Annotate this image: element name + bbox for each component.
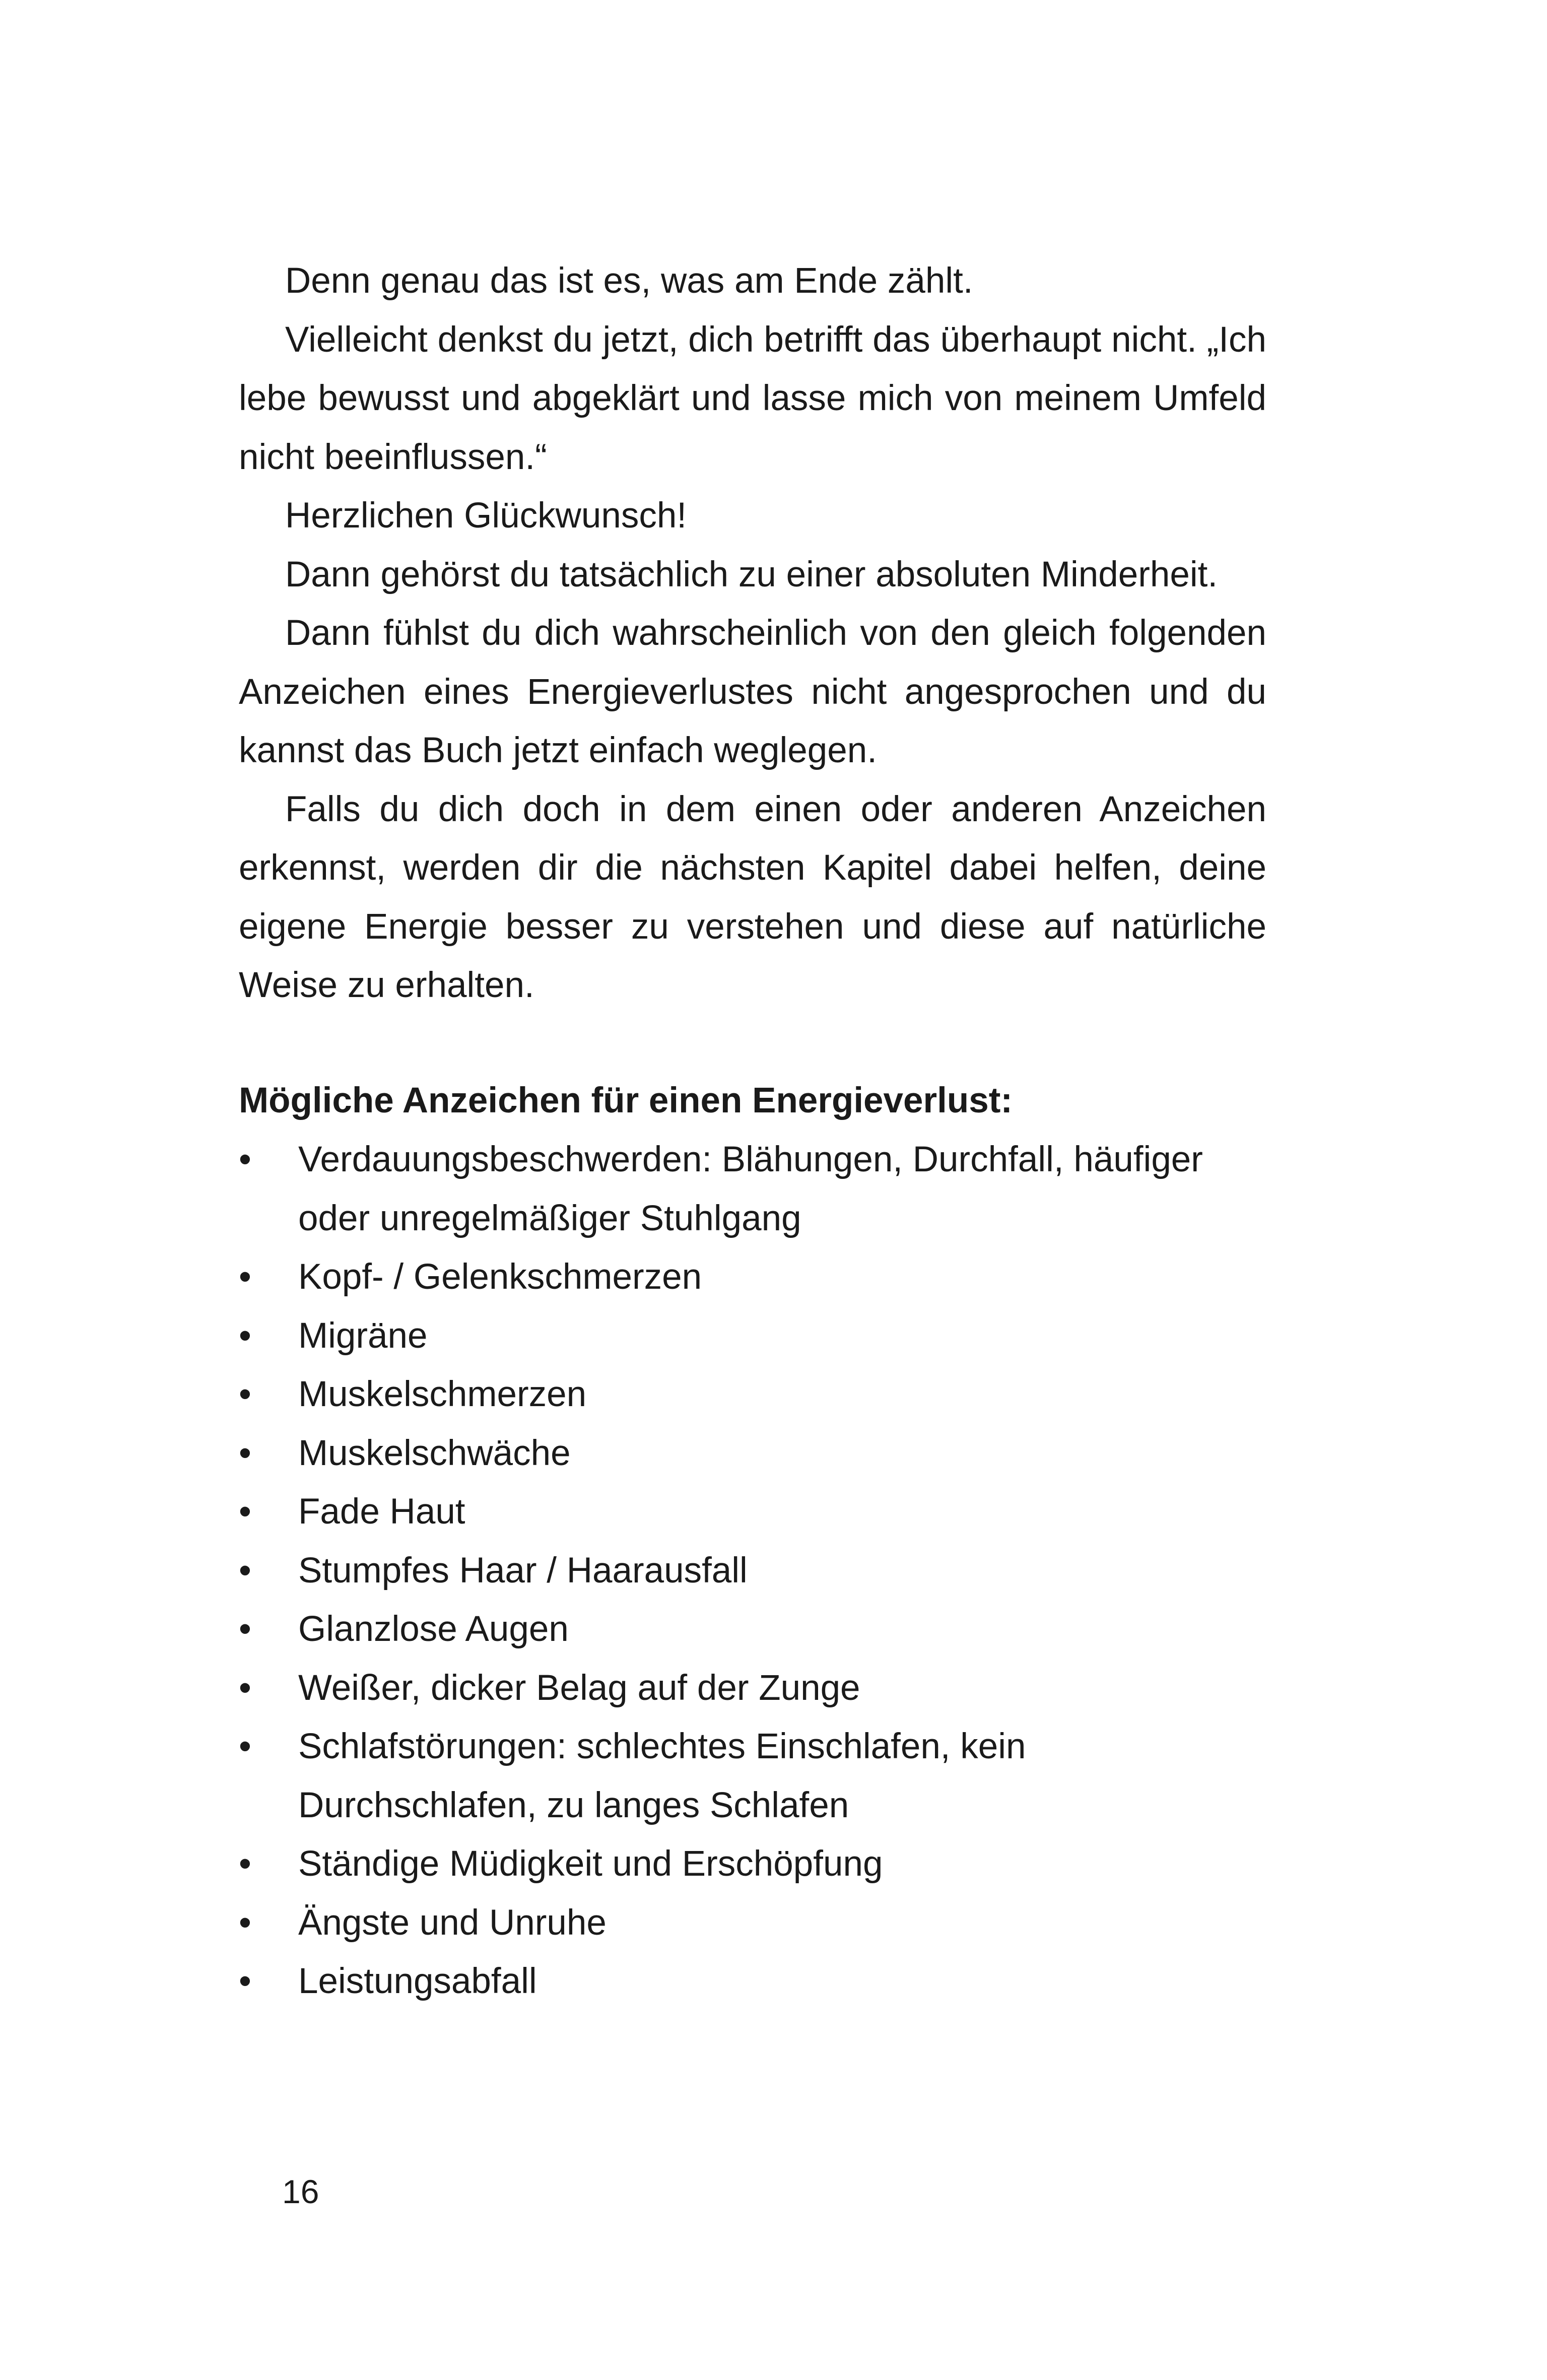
paragraph-1: Denn genau das ist es, was am Ende zählt. xyxy=(285,261,973,301)
bullet-icon: • xyxy=(239,1902,251,1943)
list-item xyxy=(239,1835,1266,1894)
list-item xyxy=(239,1365,1266,1424)
bullet-icon: • xyxy=(239,1433,251,1473)
paragraph-6: Falls du dich doch in dem einen oder anderen Anzeichen erkennst, werden dir die nächsten Kapitel dabei helfen, deine eigene Energie besser zu verstehen und diese auf natürliche Weise zu erhalten. xyxy=(239,789,1266,1005)
list-item-text: Ständige Müdigkeit und Erschöpfung xyxy=(298,1844,883,1884)
list-item-text: Fade Haut xyxy=(298,1492,465,1532)
list-item-text: Muskelschwäche xyxy=(298,1433,571,1473)
bullet-icon: • xyxy=(239,1609,251,1649)
list-heading: Mögliche Anzeichen für einen Energieverlust: xyxy=(239,1081,1013,1120)
page-number: 16 xyxy=(282,2173,319,2210)
bullet-icon: • xyxy=(239,1374,251,1414)
bullet-icon: • xyxy=(239,1668,251,1708)
list-item xyxy=(239,1717,1266,1835)
list-item xyxy=(239,1600,1266,1659)
list-item-text: Muskelschmerzen xyxy=(298,1374,587,1414)
list-item xyxy=(239,1424,1266,1483)
list-item xyxy=(239,1894,1266,1953)
list-item-text: Leistungsabfall xyxy=(298,1961,537,2001)
list-item xyxy=(239,1542,1266,1601)
bullet-icon: • xyxy=(239,1315,251,1356)
bullet-icon: • xyxy=(239,1844,251,1884)
list-item xyxy=(239,1131,1266,1248)
list-item xyxy=(239,1952,1266,2011)
list-item xyxy=(239,1659,1266,1718)
paragraph-5: Dann fühlst du dich wahrscheinlich von den gleich folgenden Anzeichen eines Energieverlustes nicht angesprochen und du kannst das Buch jetzt einfach weglegen. xyxy=(239,613,1266,770)
bullet-icon: • xyxy=(239,1140,251,1179)
list-item-text: Schlafstörungen: schlechtes Einschlafen, kein Durchschlafen, zu langes Schlafen xyxy=(298,1727,1026,1825)
list-item-text: Migräne xyxy=(298,1315,428,1356)
bullet-icon: • xyxy=(239,1961,251,2001)
list-item-text: Kopf- / Gelenkschmerzen xyxy=(298,1257,702,1297)
list-item-text: Verdauungsbeschwerden: Blähungen, Durchfall, häufiger oder unregelmäßiger Stuhlgang xyxy=(298,1140,1203,1238)
paragraph-3: Herzlichen Glückwunsch! xyxy=(285,496,687,536)
bullet-icon: • xyxy=(239,1550,251,1591)
body-text xyxy=(239,252,1266,1015)
paragraph-2: Vielleicht denkst du jetzt, dich betrifft das überhaupt nicht. „Ich lebe bewusst und abgeklärt und lasse mich von meinem Umfeld nicht beeinflussen.“ xyxy=(239,319,1266,477)
list-item-text: Ängste und Unruhe xyxy=(298,1902,607,1943)
bullet-icon: • xyxy=(239,1257,251,1297)
list-item xyxy=(239,1307,1266,1366)
list-item-text: Stumpfes Haar / Haarausfall xyxy=(298,1550,748,1591)
list-item xyxy=(239,1483,1266,1542)
paragraph-4: Dann gehörst du tatsächlich zu einer absoluten Minderheit. xyxy=(285,554,1218,594)
list-item-text: Weißer, dicker Belag auf der Zunge xyxy=(298,1668,860,1708)
list-item xyxy=(239,1248,1266,1307)
list-item-text: Glanzlose Augen xyxy=(298,1609,569,1649)
symptom-list xyxy=(239,1131,1266,2011)
bullet-icon: • xyxy=(239,1492,251,1532)
bullet-icon: • xyxy=(239,1727,251,1766)
